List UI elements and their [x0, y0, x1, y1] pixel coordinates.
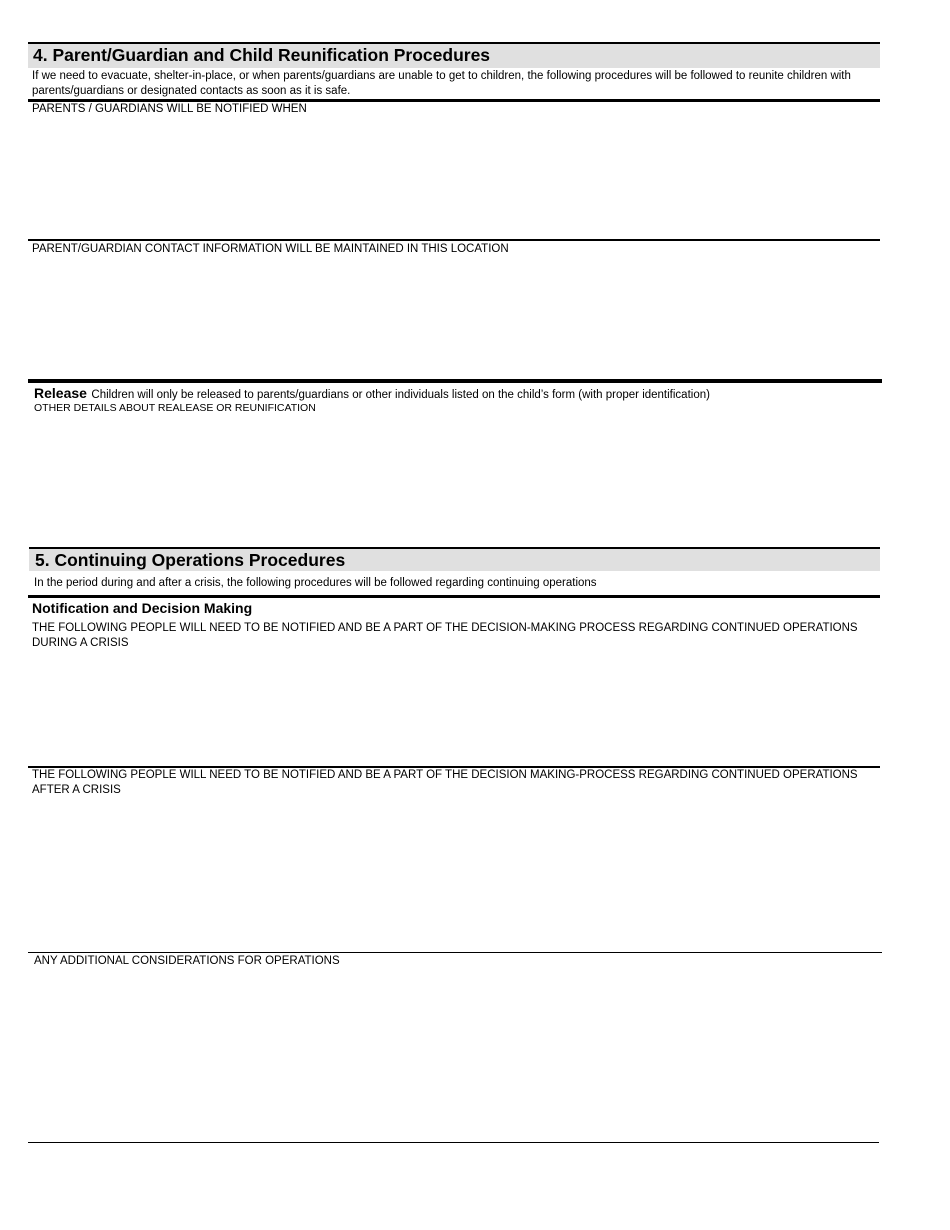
section-5-title: 5. Continuing Operations Procedures [35, 550, 346, 570]
contact-location-field[interactable] [28, 258, 880, 378]
bottom-divider [28, 1142, 879, 1143]
during-crisis-label: THE FOLLOWING PEOPLE WILL NEED TO BE NOTIFIED AND BE A PART OF THE DECISION-MAKING PROCESS REGARDING CONTINUED OPERATIONS DURING A CRISIS [32, 622, 858, 649]
additional-considerations-field[interactable] [28, 970, 880, 1140]
other-details-label: OTHER DETAILS ABOUT REALEASE OR REUNIFICATION [34, 402, 316, 414]
release-divider [28, 379, 882, 383]
section-5-intro: In the period during and after a crisis, the following procedures will be followed regarding continuing operations [34, 577, 597, 589]
after-crisis-field[interactable] [28, 801, 880, 949]
section-4-intro: If we need to evacuate, shelter-in-place, or when parents/guardians are unable to get to children, the following procedures will be followed to reunite children with parents/guardians or designated contacts as soon as it is safe. [32, 70, 851, 97]
during-crisis-field[interactable] [28, 654, 880, 764]
release-statement [34, 385, 710, 403]
after-crisis-label: THE FOLLOWING PEOPLE WILL NEED TO BE NOTIFIED AND BE A PART OF THE DECISION MAKING-PROCESS REGARDING CONTINUED OPERATIONS AFTER A CRISIS [32, 769, 858, 796]
notified-when-field[interactable] [28, 118, 880, 238]
additional-considerations-label: ANY ADDITIONAL CONSIDERATIONS FOR OPERATIONS [34, 955, 340, 967]
release-heading: Release [34, 385, 87, 401]
notified-when-label: PARENTS / GUARDIANS WILL BE NOTIFIED WHEN [32, 103, 307, 115]
notification-subheading: Notification and Decision Making [32, 600, 253, 616]
other-details-field[interactable] [28, 418, 880, 544]
section-4-title: 4. Parent/Guardian and Child Reunification Procedures [33, 45, 491, 65]
notified-when-divider [28, 239, 880, 241]
contact-location-label: PARENT/GUARDIAN CONTACT INFORMATION WILL BE MAINTAINED IN THIS LOCATION [32, 243, 509, 255]
section-5-divider [28, 595, 880, 598]
release-text: Children will only be released to parents/guardians or other individuals listed on the child’s form (with proper identification) [91, 389, 710, 401]
after-crisis-divider [28, 952, 882, 953]
